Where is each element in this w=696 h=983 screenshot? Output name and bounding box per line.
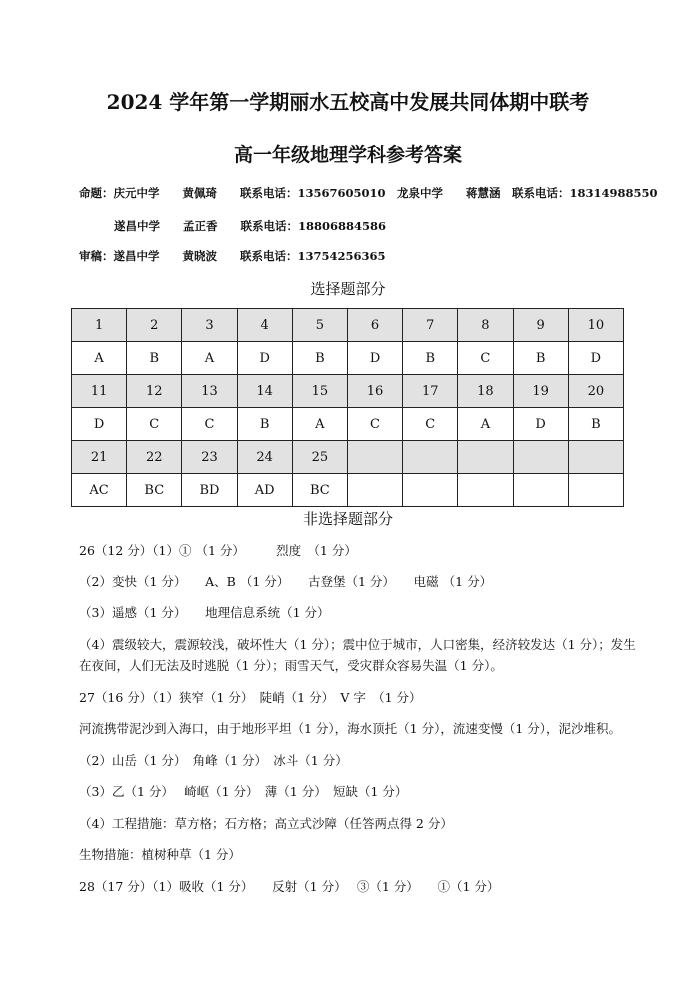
question-number: 12 <box>127 375 182 408</box>
answer-cell: D <box>237 342 292 375</box>
question-number: 2 <box>127 309 182 342</box>
question-number: 9 <box>513 309 568 342</box>
number-row <box>72 441 624 474</box>
answer-line-27-1: 27（16 分）（1）狭窄（1 分） 陡峭（1 分） V 字 （1 分） <box>79 690 422 705</box>
answer-cell: AC <box>72 474 127 507</box>
question-number: 7 <box>403 309 458 342</box>
question-number: 13 <box>182 375 237 408</box>
answer-line-27-4: （4）工程措施：草方格；石方格；高立式沙障（任答两点得 2 分） <box>79 816 453 831</box>
question-number: 23 <box>182 441 237 474</box>
question-number: 10 <box>568 309 623 342</box>
answer-cell: BD <box>182 474 237 507</box>
credit-line-2: 遂昌中学 孟正香 联系电话：18806884586 <box>114 219 387 233</box>
question-number: 20 <box>568 375 623 408</box>
answer-row <box>72 474 624 507</box>
answer-cell <box>458 474 513 507</box>
credit-line-3: 审稿：遂昌中学 黄晓波 联系电话：13754256365 <box>79 249 386 263</box>
answer-cell: A <box>72 342 127 375</box>
question-number <box>403 441 458 474</box>
answer-cell: C <box>403 408 458 441</box>
answer-cell: B <box>513 342 568 375</box>
question-number: 19 <box>513 375 568 408</box>
question-number: 5 <box>292 309 347 342</box>
answer-cell: D <box>568 342 623 375</box>
number-row <box>72 375 624 408</box>
number-row <box>72 309 624 342</box>
answer-line-26-2: （2）变快（1 分） A、B （1 分） 古登堡（1 分） 电磁 （1 分） <box>79 574 493 589</box>
question-number: 25 <box>292 441 347 474</box>
question-number: 11 <box>72 375 127 408</box>
answer-cell <box>403 474 458 507</box>
answer-line-26-4b: 在夜间，人们无法及时逃脱（1 分）；雨雪天气，受灾群众容易失温（1 分）。 <box>79 658 503 673</box>
answer-cell: A <box>182 342 237 375</box>
answer-cell: BC <box>127 474 182 507</box>
credit-line-1: 命题：庆元中学 黄佩琦 联系电话：13567605010 龙泉中学 蒋慧涵 联系电话：18314988550 <box>79 186 658 200</box>
question-number: 24 <box>237 441 292 474</box>
question-number: 14 <box>237 375 292 408</box>
answer-cell: C <box>182 408 237 441</box>
answer-cell: B <box>127 342 182 375</box>
answer-table <box>71 308 624 507</box>
answer-row <box>72 408 624 441</box>
question-number: 18 <box>458 375 513 408</box>
answer-cell: B <box>292 342 347 375</box>
answer-cell: C <box>127 408 182 441</box>
question-number: 1 <box>72 309 127 342</box>
question-number <box>347 441 402 474</box>
nonchoice-section-title: 非选择题部分 <box>302 510 393 528</box>
answer-cell: B <box>568 408 623 441</box>
question-number <box>513 441 568 474</box>
answer-cell: A <box>292 408 347 441</box>
answer-cell <box>347 474 402 507</box>
question-number: 22 <box>127 441 182 474</box>
answer-cell: AD <box>237 474 292 507</box>
answer-line-27-2: （2）山岳（1 分） 角峰（1 分） 冰斗（1 分） <box>79 753 348 768</box>
page-subtitle: 高一年级地理学科参考答案 <box>233 144 462 166</box>
answer-line-28-1: 28（17 分）（1）吸收（1 分） 反射（1 分） ③（1 分） ①（1 分） <box>79 879 500 894</box>
choice-section-title: 选择题部分 <box>310 280 386 298</box>
page-title: 2024 学年第一学期丽水五校高中发展共同体期中联考 <box>106 90 590 114</box>
answer-cell: B <box>403 342 458 375</box>
question-number <box>568 441 623 474</box>
answer-line-26-1: 26（12 分）（1）① （1 分） 烈度 （1 分） <box>79 543 357 558</box>
answer-cell <box>568 474 623 507</box>
answer-line-26-4a: （4）震级较大，震源较浅，破坏性大（1 分）；震中位于城市，人口密集，经济较发达（1 分）；发生 <box>79 637 636 652</box>
question-number: 3 <box>182 309 237 342</box>
answer-row <box>72 342 624 375</box>
question-number: 16 <box>347 375 402 408</box>
answer-cell: D <box>347 342 402 375</box>
answer-cell <box>513 474 568 507</box>
answer-cell: D <box>72 408 127 441</box>
answer-cell: C <box>458 342 513 375</box>
question-number: 15 <box>292 375 347 408</box>
answer-line-27-4b: 生物措施：植树种草（1 分） <box>79 847 241 862</box>
question-number <box>458 441 513 474</box>
answer-cell: D <box>513 408 568 441</box>
question-number: 4 <box>237 309 292 342</box>
question-number: 8 <box>458 309 513 342</box>
answer-line-26-3: （3）遥感（1 分） 地理信息系统（1 分） <box>79 605 330 620</box>
answer-line-27-1b: 河流携带泥沙到入海口，由于地形平坦（1 分），海水顶托（1 分），流速变慢（1 分），泥沙堆积。 <box>79 721 622 736</box>
question-number: 17 <box>403 375 458 408</box>
answer-cell: BC <box>292 474 347 507</box>
answer-line-27-3: （3）乙（1 分） 崎岖（1 分） 薄（1 分） 短缺（1 分） <box>79 784 408 799</box>
answer-cell: C <box>347 408 402 441</box>
question-number: 21 <box>72 441 127 474</box>
question-number: 6 <box>347 309 402 342</box>
answer-cell: A <box>458 408 513 441</box>
answer-cell: B <box>237 408 292 441</box>
